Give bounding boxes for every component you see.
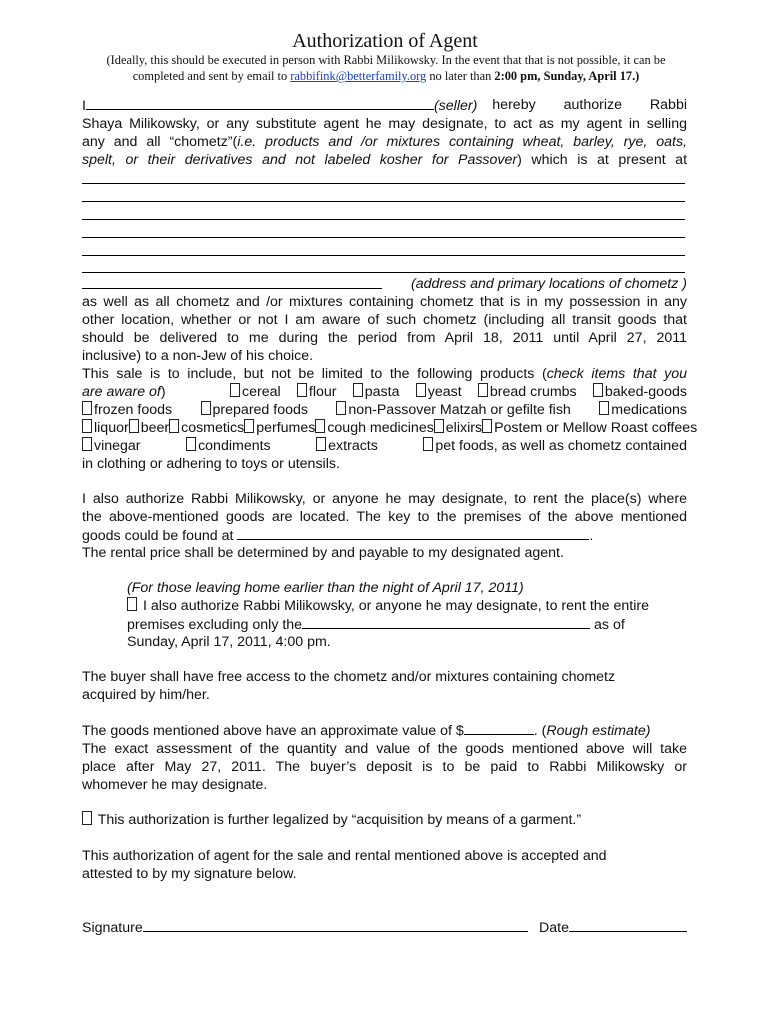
sale-line-1: are aware of) cereal flour pasta yeast bread crumbs baked-goods bbox=[82, 384, 687, 400]
checkbox-icon bbox=[201, 401, 211, 415]
checkbox-item[interactable]: perfumes bbox=[244, 419, 315, 437]
deadline: 2:00 pm, Sunday, April 17.) bbox=[494, 69, 640, 83]
intro-line-3: any and all “chometz”(i.e. products and /or mixtures containing wheat, barley, rye, oats, bbox=[82, 134, 687, 150]
early-line-3: Sunday, April 17, 2011, 4:00 pm. bbox=[127, 634, 331, 650]
address-field-line[interactable] bbox=[82, 237, 685, 238]
early-line-2: premises excluding only the as of bbox=[127, 617, 625, 633]
checkbox-icon bbox=[230, 383, 240, 397]
checkbox-item[interactable]: extracts bbox=[316, 437, 378, 455]
checkbox-icon bbox=[353, 383, 363, 397]
access-line-1: The buyer shall have free access to the chometz and/or mixtures containing chometz bbox=[82, 669, 616, 685]
checkbox-item[interactable]: yeast bbox=[416, 383, 462, 401]
checkbox-item[interactable]: bread crumbs bbox=[478, 383, 577, 401]
checkbox-icon[interactable] bbox=[82, 811, 92, 825]
checkbox-icon bbox=[315, 419, 325, 433]
checkbox-item[interactable]: condiments bbox=[186, 437, 271, 455]
signature-line: Signature Date bbox=[82, 918, 687, 937]
excluded-premises-field[interactable] bbox=[302, 615, 590, 629]
rent-line-4: The rental price shall be determined by and payable to my designated agent. bbox=[82, 545, 564, 561]
checkbox-item[interactable]: beer bbox=[129, 419, 169, 437]
checkbox-item[interactable]: elixirs bbox=[434, 419, 482, 437]
checkbox-icon bbox=[316, 437, 326, 451]
sale-line-3 bbox=[82, 419, 698, 437]
intro-line-1: I (seller) hereby authorize Rabbi bbox=[82, 97, 687, 114]
checkbox-item[interactable]: liquor bbox=[82, 419, 129, 437]
early-line-1: I also authorize Rabbi Milikowsky, or anyone he may designate, to rent the entire bbox=[127, 597, 682, 615]
key-location-field[interactable] bbox=[237, 526, 589, 540]
checkbox-item[interactable]: baked-goods bbox=[593, 383, 687, 401]
checkbox-icon bbox=[593, 383, 603, 397]
address-line-1: as well as all chometz and /or mixtures containing chometz that is in my possession in any bbox=[82, 294, 687, 310]
signature-field[interactable] bbox=[143, 918, 528, 932]
intro-line-2: Shaya Milikowsky, or any substitute agent he may designate, to act as my agent in selling bbox=[82, 116, 687, 132]
checkbox-icon bbox=[599, 401, 609, 415]
checkbox-item[interactable]: prepared foods bbox=[201, 401, 308, 419]
checkbox-item[interactable]: frozen foods bbox=[82, 401, 172, 419]
address-field-line[interactable] bbox=[82, 201, 685, 202]
checkbox-icon bbox=[434, 419, 444, 433]
accept-line-1: This authorization of agent for the sale and rental mentioned above is accepted and bbox=[82, 848, 607, 864]
value-line-3: place after May 27, 2011. The buyer’s deposit is to be paid to Rabbi Milikowsky or bbox=[82, 759, 687, 775]
date-field[interactable] bbox=[569, 918, 687, 932]
value-line-4: whomever he may designate. bbox=[82, 777, 268, 793]
sale-line-2 bbox=[82, 401, 687, 419]
access-line-2: acquired by him/her. bbox=[82, 687, 210, 703]
checkbox-icon bbox=[82, 401, 92, 415]
checkbox-icon bbox=[336, 401, 346, 415]
value-line-1: The goods mentioned above have an approximate value of $ . (Rough estimate) bbox=[82, 723, 651, 739]
checkbox-item[interactable]: vinegar bbox=[82, 437, 141, 455]
value-line-2: The exact assessment of the quantity and value of the goods mentioned above will take bbox=[82, 741, 687, 757]
document-title: Authorization of Agent bbox=[292, 30, 478, 52]
address-label-line: (address and primary locations of chometz ) bbox=[82, 275, 687, 293]
checkbox-item[interactable]: non-Passover Matzah or gefilte fish bbox=[336, 401, 570, 419]
address-line-4: inclusive) to a non-Jew of his choice. bbox=[82, 348, 314, 364]
value-field[interactable] bbox=[464, 721, 534, 735]
checkbox-icon bbox=[129, 419, 139, 433]
garment-line: This authorization is further legalized by “acquisition by means of a garment.” bbox=[82, 811, 687, 829]
email-link[interactable]: rabbifink@betterfamily.org bbox=[290, 69, 427, 83]
sale-intro: This sale is to include, but not be limited to the following products (check items that you bbox=[82, 366, 687, 382]
sale-tail: in clothing or adhering to toys or utensils. bbox=[82, 456, 340, 472]
accept-line-2: attested to by my signature below. bbox=[82, 866, 297, 882]
early-note: (For those leaving home earlier than the night of April 17, 2011) bbox=[127, 580, 524, 596]
address-field-line[interactable] bbox=[82, 219, 685, 220]
checkbox-item[interactable]: pasta bbox=[353, 383, 400, 401]
checkbox-icon[interactable] bbox=[127, 597, 137, 611]
rent-line-1: I also authorize Rabbi Milikowsky, or anyone he may designate, to rent the place(s) where bbox=[82, 491, 687, 507]
rent-line-3: goods could be found at . bbox=[82, 528, 594, 544]
checkbox-icon bbox=[82, 419, 92, 433]
checkbox-item[interactable]: cough medicines bbox=[315, 419, 433, 437]
checkbox-item[interactable]: pet foods, as well as chometz contained bbox=[423, 437, 687, 455]
checkbox-icon bbox=[82, 437, 92, 451]
checkbox-item[interactable]: cereal bbox=[230, 383, 281, 401]
checkbox-item[interactable]: cosmetics bbox=[169, 419, 244, 437]
checkbox-item[interactable]: medications bbox=[599, 401, 687, 419]
sale-line-4 bbox=[82, 437, 687, 455]
intro-line-4: spelt, or their derivatives and not labeled kosher for Passover) which is at present at bbox=[82, 152, 688, 168]
checkbox-icon bbox=[244, 419, 254, 433]
address-field-line[interactable] bbox=[82, 255, 685, 256]
checkbox-icon bbox=[416, 383, 426, 397]
checkbox-icon bbox=[297, 383, 307, 397]
checkbox-icon bbox=[169, 419, 179, 433]
instructions-note: (Ideally, this should be executed in person with Rabbi Milikowsky. In the event that that is not possible, it can be completed and sent by email to rabbifink@betterfamily.org no later than 2:00 pm, Sunday, April 17.) bbox=[106, 53, 666, 83]
address-field-line[interactable] bbox=[82, 183, 685, 184]
checkbox-icon bbox=[423, 437, 433, 451]
checkbox-item[interactable]: Postem or Mellow Roast coffees bbox=[482, 419, 697, 437]
address-line-3: should be delivered to me during the period from April 18, 2011 until April 27, 2011 bbox=[82, 330, 687, 346]
checkbox-icon bbox=[478, 383, 488, 397]
address-line-2: other location, whether or not I am aware of such chometz (including all transit goods that bbox=[82, 312, 687, 328]
rent-line-2: the above-mentioned goods are located. The key to the premises of the above mentioned bbox=[82, 509, 687, 525]
seller-name-field[interactable] bbox=[86, 96, 434, 110]
address-field-line[interactable] bbox=[82, 272, 685, 273]
checkbox-item[interactable]: flour bbox=[297, 383, 337, 401]
checkbox-icon bbox=[482, 419, 492, 433]
address-field[interactable] bbox=[82, 275, 382, 289]
checkbox-icon bbox=[186, 437, 196, 451]
